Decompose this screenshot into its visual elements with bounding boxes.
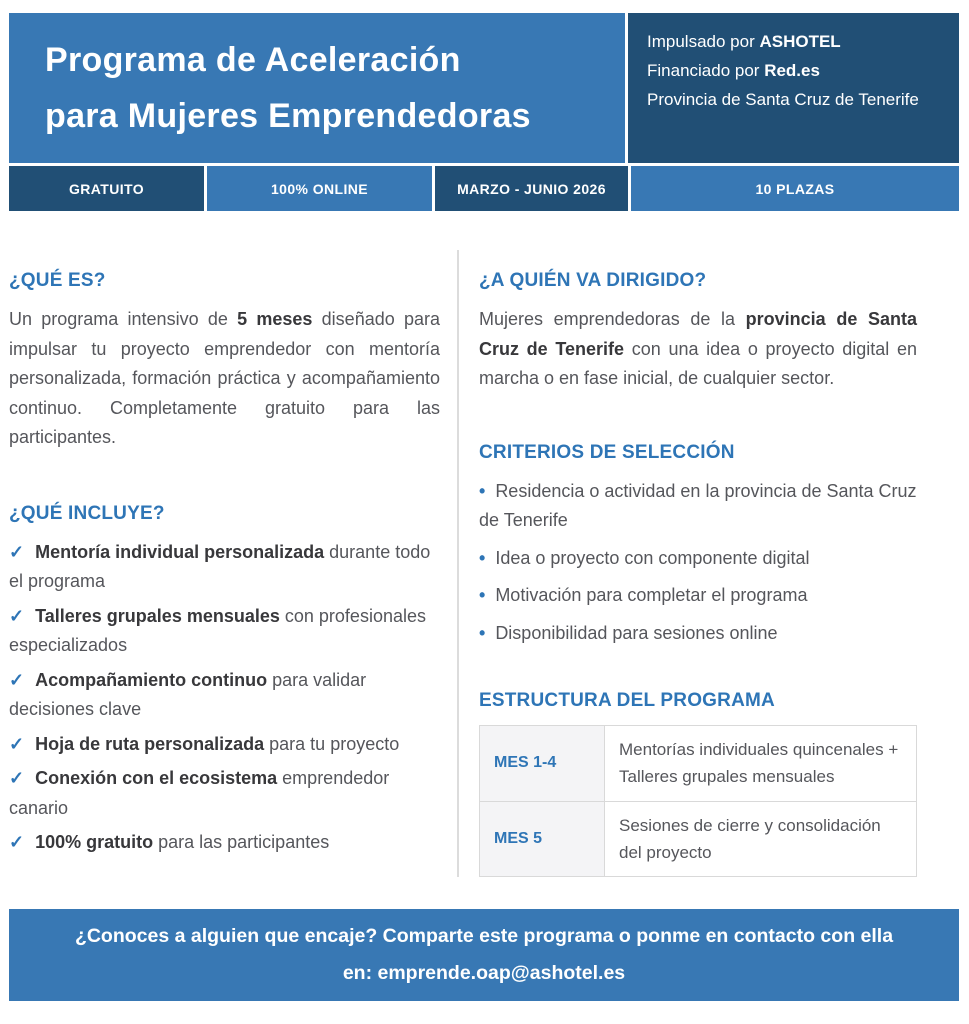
description-cell: Mentorías individuales quincenales + Talleres grupales mensuales — [605, 726, 917, 801]
bullet-item: • Idea o proyecto con componente digital — [479, 547, 810, 568]
estructura-heading: ESTRUCTURA DEL PROGRAMA — [479, 690, 775, 712]
check-icon: ✓ — [9, 733, 25, 754]
bullet-item: • Motivación para completar el programa — [479, 585, 808, 606]
dirigido-heading: ¿A QUIÉN VA DIRIGIDO? — [479, 270, 707, 291]
footer-banner — [9, 909, 959, 1001]
check-item: ✓ Hoja de ruta personalizada para tu proyecto — [9, 733, 400, 754]
page-title-line-2: para Mujeres Emprendedoras — [45, 97, 531, 135]
criterios-heading: CRITERIOS DE SELECCIÓN — [479, 441, 735, 463]
footer-contact-prefix: en: — [342, 961, 378, 984]
title-block — [9, 13, 625, 163]
bullet-icon: • — [479, 480, 486, 501]
check-item: ✓ Talleres grupales mensuales con profesionales especializados — [9, 605, 426, 656]
program-structure-table — [479, 725, 917, 877]
sponsor-line-provincia: Provincia de Santa Cruz de Tenerife — [647, 89, 919, 109]
badge-100-online: 100% ONLINE — [207, 166, 432, 211]
right-column — [459, 250, 959, 877]
bullet-icon: • — [479, 547, 486, 568]
check-icon: ✓ — [9, 541, 25, 562]
bullet-icon: • — [479, 622, 486, 643]
que-es-paragraph: Un programa intensivo de 5 meses diseñado para impulsar tu proyecto emprendedor con mentoría personalizada, formación práctica y acompañamiento continuo. Completamente gratuito para las participantes. — [9, 309, 441, 448]
sponsor-block — [628, 13, 959, 163]
footer-line-2 — [343, 955, 625, 992]
check-item: ✓ Mentoría individual personalizada durante todo el programa — [9, 541, 431, 592]
check-icon: ✓ — [9, 669, 25, 690]
table-row — [480, 801, 917, 876]
check-item: ✓ Acompañamiento continuo para validar decisiones clave — [9, 669, 367, 720]
check-item: ✓ 100% gratuito para las participantes — [9, 832, 330, 853]
badge-marzo-junio-2026: MARZO - JUNIO 2026 — [435, 166, 628, 211]
header — [9, 13, 959, 163]
badge-gratuito: GRATUITO — [9, 166, 204, 211]
description-cell: Sesiones de cierre y consolidación del proyecto — [605, 801, 917, 876]
contact-email[interactable]: emprende.oap@ashotel.es — [377, 961, 626, 984]
includes-list — [9, 538, 440, 858]
criteria-list — [479, 477, 917, 649]
footer-line-1: ¿Conoces a alguien que encaje? Comparte este programa o ponme en contacto con ella — [74, 924, 894, 947]
check-icon: ✓ — [9, 605, 25, 626]
check-icon: ✓ — [9, 768, 25, 789]
dirigido-paragraph: Mujeres emprendedoras de la provincia de Santa Cruz de Tenerife con una idea o proyecto digital en marcha o en fase inicial, de cualquier sector. — [479, 309, 917, 389]
badge-10-plazas: 10 PLAZAS — [631, 166, 959, 211]
badge-bar — [9, 166, 959, 211]
que-es-heading: ¿QUÉ ES? — [9, 270, 106, 291]
page-title-line-1: Programa de Aceleración — [45, 40, 461, 79]
bullet-item: • Disponibilidad para sesiones online — [479, 622, 778, 643]
left-column — [9, 250, 440, 877]
check-item: ✓ Conexión con el ecosistema emprendedor canario — [9, 768, 390, 818]
content — [9, 250, 959, 877]
month-label-cell: MES 1-4 — [480, 726, 605, 801]
sponsor-line-impulsado: Impulsado por ASHOTEL — [647, 32, 841, 51]
que-incluye-heading: ¿QUÉ INCLUYE? — [9, 502, 165, 524]
sponsor-line-financiado: Financiado por Red.es — [647, 60, 820, 80]
bullet-item: • Residencia o actividad en la provincia de Santa Cruz de Tenerife — [479, 480, 917, 531]
table-row — [480, 726, 917, 801]
month-label-cell: MES 5 — [480, 801, 605, 876]
check-icon: ✓ — [9, 832, 25, 853]
bullet-icon: • — [479, 585, 486, 606]
